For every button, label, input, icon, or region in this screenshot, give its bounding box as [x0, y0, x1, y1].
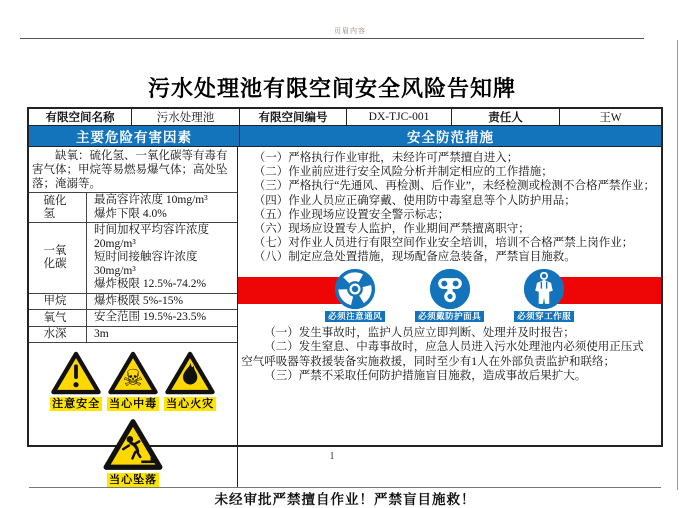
hazards-column — [29, 147, 238, 487]
measure-item: （四）作业人员应正确穿戴、使用防中毒窒息等个人防护用品； — [253, 194, 576, 207]
footer-warning-text: 未经审批严禁擅自作业！严禁盲目施救！ — [214, 492, 476, 507]
page-number: 1 — [329, 451, 335, 462]
warning-sign-fire — [164, 350, 216, 411]
warning-sign-label: 注意安全 — [52, 398, 101, 410]
warning-sign-label: 当心火灾 — [166, 398, 215, 410]
page-edge-line — [677, 40, 678, 490]
work-clothes-icon — [523, 268, 565, 310]
warning-sign-label: 当心中毒 — [109, 398, 158, 410]
emergency-item: （二）发生窒息、中毒事故时，应急人员进入污水处理池内必须使用正压式空气呼吸器等救援装备实施救援，同时至少有1人在外部负责监护和联络； — [241, 341, 644, 368]
measure-item: （五）作业现场应设置安全警示标志； — [253, 208, 450, 221]
measure-item: （六）现场应设置专人监护，作业期间严禁擅离职守； — [253, 223, 530, 236]
hazard-limits-table — [29, 192, 237, 343]
header-rule — [20, 38, 644, 39]
emergency-list — [238, 326, 661, 384]
hazards-section-header: 主要危险有害因素 — [29, 126, 240, 146]
space-name-label: 有限空间名称 — [29, 109, 132, 125]
hazard-limit: 最高容许浓度 10mg/m³ — [94, 194, 208, 206]
table-row — [29, 193, 237, 223]
measures-column — [238, 147, 661, 487]
warning-signs-area — [29, 343, 237, 487]
section-header-row — [29, 126, 661, 147]
table-row — [29, 310, 237, 327]
measures-list — [238, 147, 661, 265]
hazard-name: 一氧化碳 — [43, 245, 67, 270]
page-header-note: 页眉内容 — [334, 27, 366, 35]
owner-label: 责任人 — [452, 109, 560, 125]
hazards-summary: 缺氧：硫化氢、一氧化碳等有毒有害气体；甲烷等易燃易爆气体；高处坠落；淹溺等。 — [32, 150, 228, 190]
emergency-item: （一）发生事故时，监护人员应立即判断、处理并及时报告； — [264, 326, 575, 339]
fall-warning-icon — [102, 417, 164, 472]
warning-sign-poison — [107, 350, 159, 411]
space-name-value: 污水处理池 — [132, 109, 240, 125]
mandatory-sign-label: 必须注意通风 — [325, 311, 385, 322]
space-code-label: 有限空间编号 — [240, 109, 347, 125]
notice-board-table — [27, 107, 663, 507]
mandatory-sign-label: 必须戴防护面具 — [415, 311, 484, 322]
mandatory-sign-clothes — [514, 268, 574, 322]
body-row — [29, 147, 661, 487]
hazard-limit: 爆炸极限 5%-15% — [94, 294, 184, 307]
hazard-limit: 爆炸下限 4.0% — [94, 207, 167, 220]
table-row — [29, 327, 237, 344]
hazard-name: 氧气 — [43, 311, 67, 324]
owner-value: 王W — [599, 112, 622, 124]
ventilation-fan-icon — [334, 268, 376, 310]
hazard-name: 甲烷 — [43, 295, 67, 307]
measure-item: （二）作业前应进行安全风险分析并制定相应的工作措施； — [253, 166, 553, 179]
measures-section-header: 安全防范措施 — [407, 130, 494, 145]
measure-item: （三）严格执行“先通风、再检测、后作业”，未经检测或检测不合格严禁作业； — [253, 180, 655, 193]
table-row — [29, 294, 237, 311]
mandatory-sign-ventilation — [325, 268, 385, 322]
space-code-value: DX-TJC-001 — [347, 109, 452, 125]
hazard-limit: 3m — [94, 327, 109, 340]
mandatory-sign-mask — [415, 268, 484, 322]
page-title: 污水处理池有限空间安全风险告知牌 — [147, 76, 516, 101]
table-row — [29, 223, 237, 294]
poison-warning-icon — [107, 350, 159, 396]
footer-warning-strip — [29, 487, 661, 508]
measure-item: （七）对作业人员进行有限空间作业安全培训，培训不合格严禁上岗作业； — [253, 237, 634, 250]
gas-mask-icon — [429, 268, 471, 310]
fire-warning-icon — [164, 350, 216, 396]
warning-sign-safety — [50, 350, 102, 411]
info-row — [29, 109, 661, 126]
hazard-limit: 时间加权平均容许浓度 20mg/m³ — [94, 224, 209, 250]
exclamation-warning-icon — [50, 350, 102, 396]
hazard-limit: 短时间接触容许浓度 30mg/m³ — [94, 251, 198, 277]
svg-text:☠: ☠ — [122, 364, 144, 392]
hazard-name: 硫化氢 — [43, 195, 67, 220]
measure-item: （一）严格执行作业审批，未经许可严禁擅自进入； — [253, 152, 519, 164]
warning-sign-label: 当心坠落 — [109, 474, 158, 486]
mandatory-signs-band — [238, 268, 661, 322]
hazard-limit: 爆炸极限 12.5%-74.2% — [94, 278, 207, 290]
mandatory-sign-label: 必须穿工作服 — [514, 311, 574, 322]
hazard-name: 水深 — [43, 328, 67, 340]
measure-item: （八）制定应急处置措施，现场配备应急装备，严禁盲目施救。 — [253, 251, 576, 264]
emergency-item: （三）严禁不采取任何防护措施盲目施救，造成事故后果扩大。 — [264, 370, 587, 383]
hazard-limit: 安全范围 19.5%-23.5% — [94, 311, 207, 323]
